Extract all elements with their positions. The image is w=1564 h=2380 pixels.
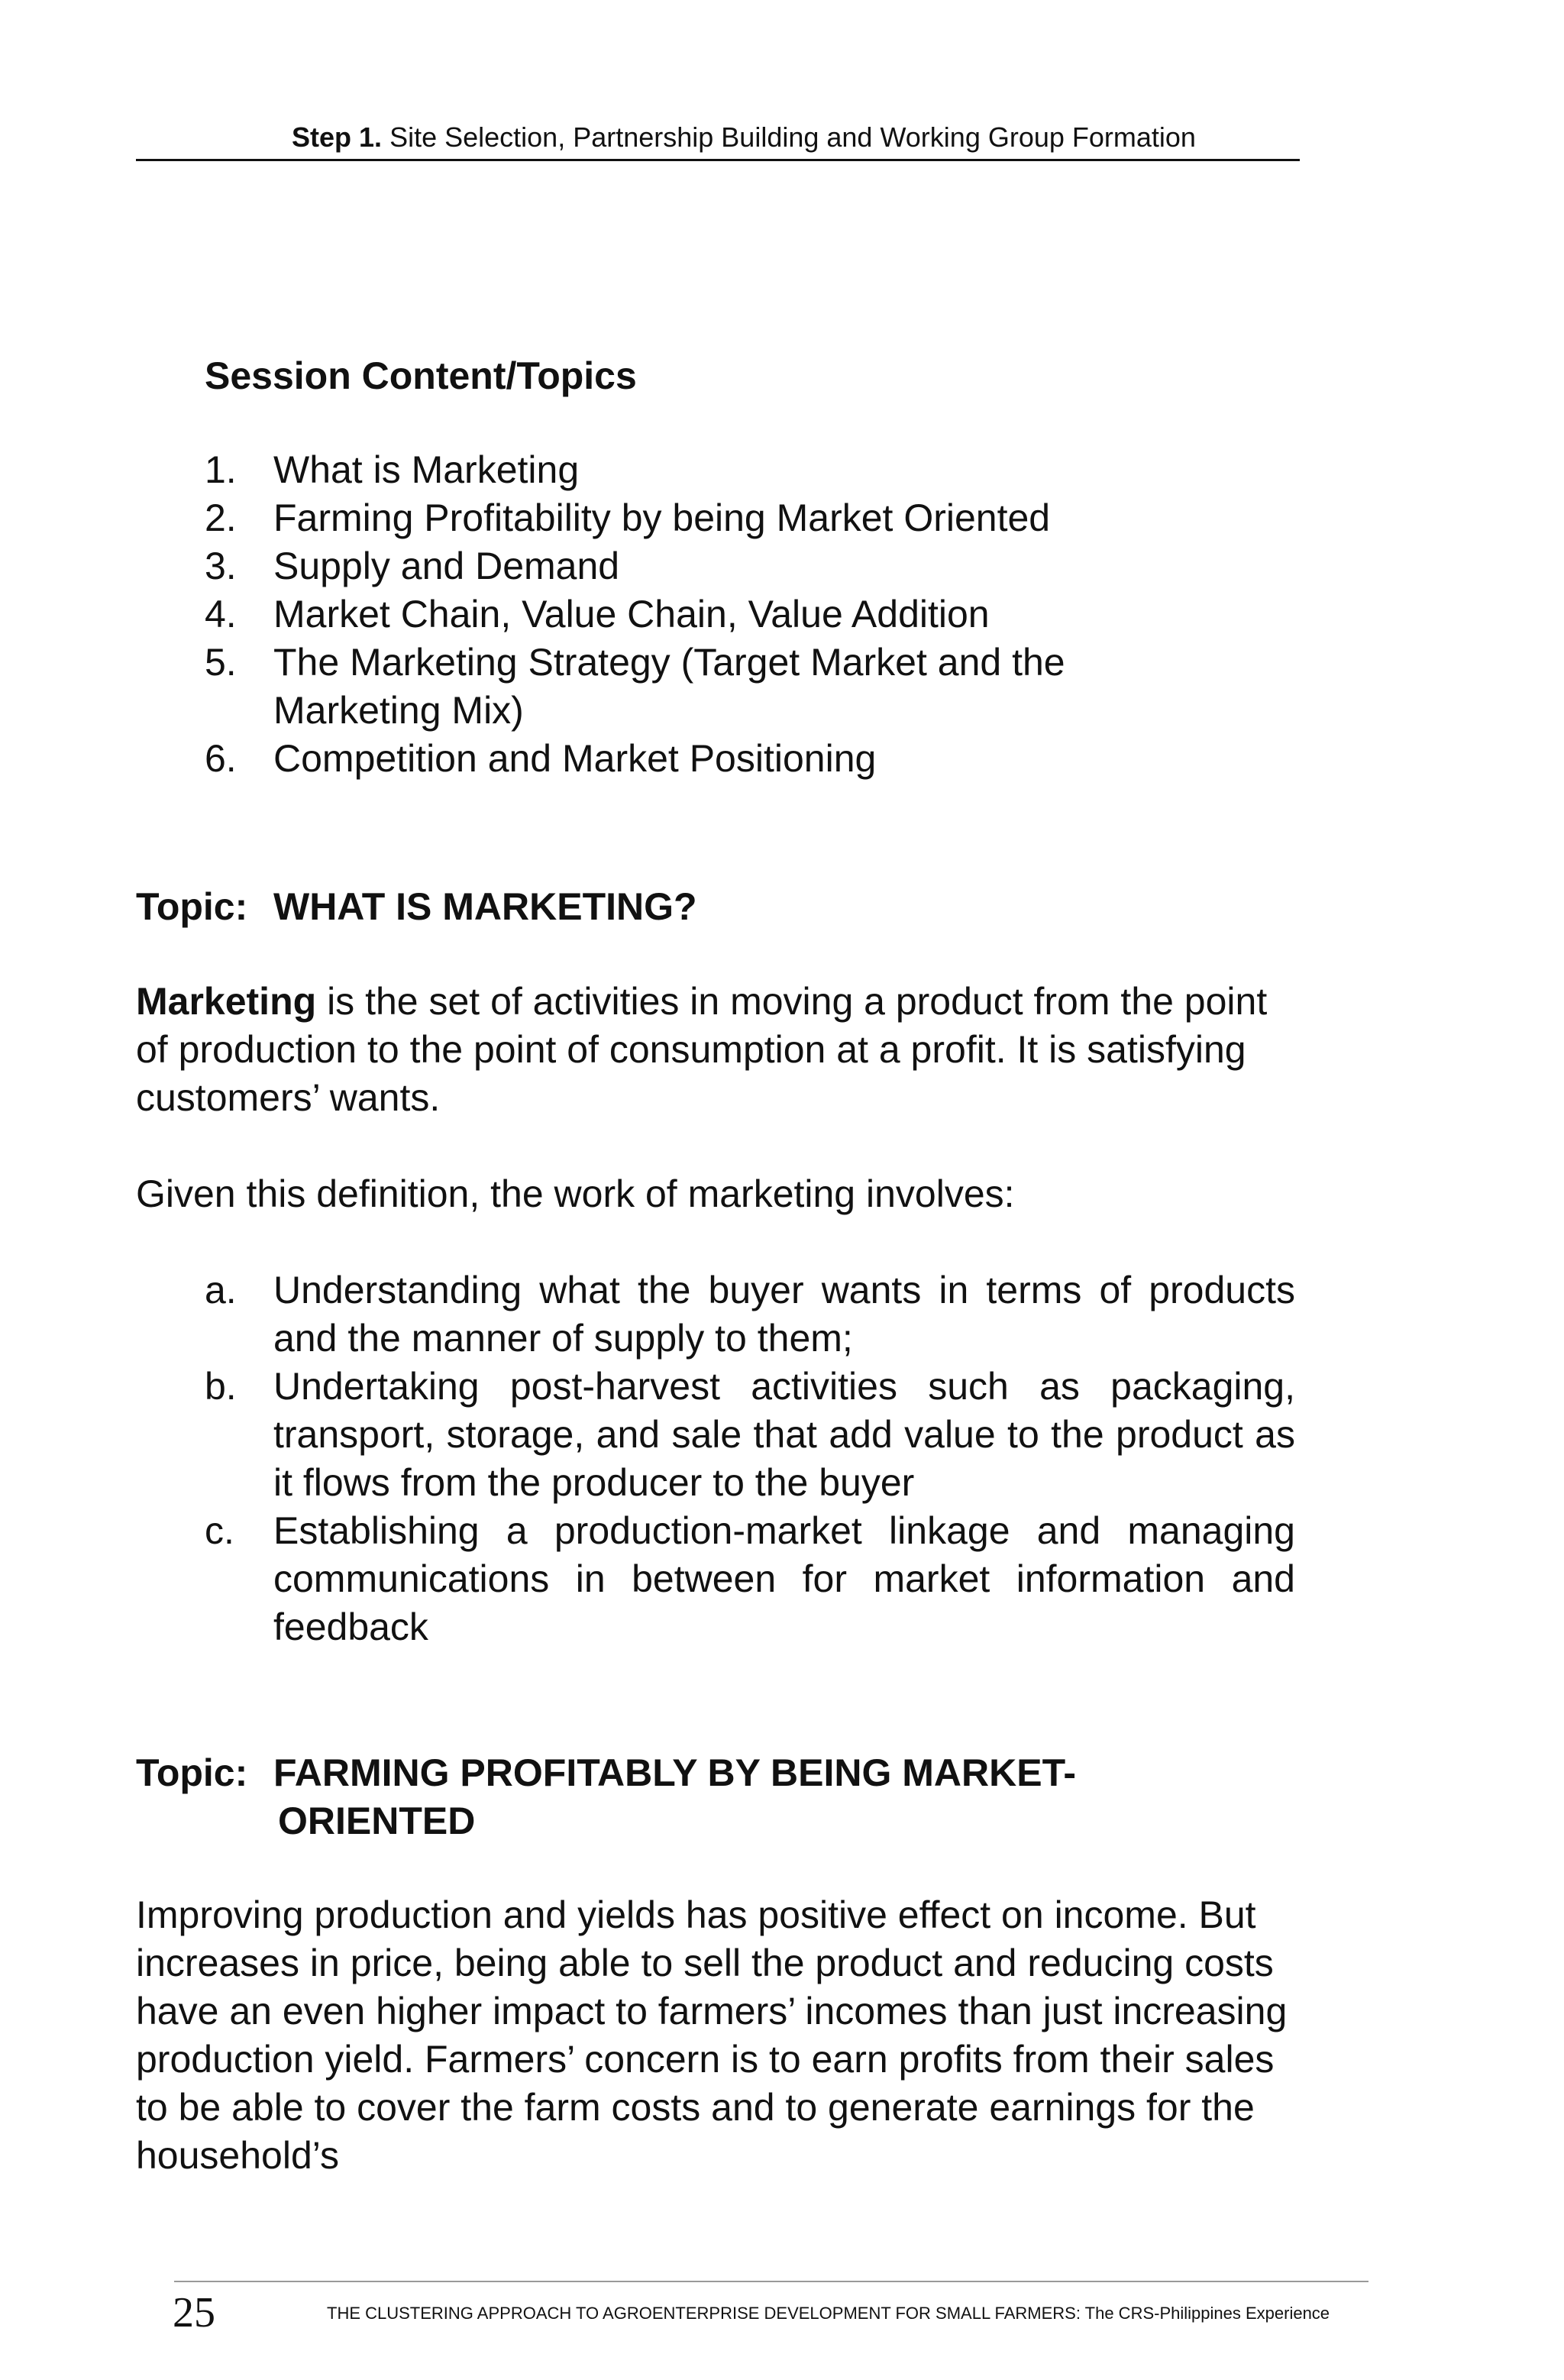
running-header [136,116,1300,161]
list-text: Understanding what the buyer wants in terms of products and the manner of supply to them; [273,1269,1295,1360]
page-number: 25 [173,2289,215,2336]
topic-title-line2: ORIENTED [278,1800,476,1842]
topic-heading-marketing [136,883,697,931]
list-text: What is Marketing [273,448,580,491]
list-letter: b. [205,1365,237,1408]
list-text: Market Chain, Value Chain, Value Addition [273,593,990,635]
marketing-definition [136,978,1297,1122]
list-text: Undertaking post-harvest activities such as packaging, transport, storage, and sale that add value to the product as it flows from the producer to the buyer [273,1365,1295,1504]
list-letter: a. [205,1269,237,1311]
marketing-work-list [205,1266,1295,1651]
list-item [205,1507,1295,1651]
topic-title: WHAT IS MARKETING? [273,885,697,928]
marketing-intro: Given this definition, the work of marketing involves: [136,1172,1015,1215]
session-topics-list [205,446,1182,783]
topic-label: Topic: [136,885,248,928]
list-number: 5. [205,641,237,684]
list-item [205,639,1182,735]
topic-label: Topic: [136,1751,248,1794]
footer-rule [174,2281,1368,2282]
book-title: THE CLUSTERING APPROACH TO AGROENTERPRISE DEVELOPMENT FOR SMALL FARMERS: The CRS-Philippines Experience [327,2304,1330,2323]
definition-term: Marketing [136,980,317,1023]
list-text: Establishing a production-market linkage and managing communications in between for market information and feedback [273,1509,1295,1648]
list-item [205,494,1182,542]
step-title: Site Selection, Partnership Building and Working Group Formation [389,121,1196,153]
list-number: 6. [205,737,237,780]
list-text: The Marketing Strategy (Target Market and the Marketing Mix) [273,641,1065,732]
list-item [205,735,1182,783]
list-number: 1. [205,448,237,491]
list-text: Competition and Market Positioning [273,737,877,780]
step-label: Step 1. [292,121,383,153]
list-text: Farming Profitability by being Market Oriented [273,496,1051,539]
list-item [205,1363,1295,1507]
list-item [205,1266,1295,1363]
topic-title-line1: FARMING PROFITABLY BY BEING MARKET- [273,1751,1077,1794]
list-number: 3. [205,545,237,587]
list-item [205,590,1182,639]
list-letter: c. [205,1509,234,1552]
definition-text: is the set of activities in moving a product from the point of production to the point of consumption at a profit. It is satisfying customers’ wants. [136,980,1268,1119]
list-item [205,446,1182,494]
list-item [205,542,1182,590]
farming-profitably-body: Improving production and yields has positive effect on income. But increases in price, being able to sell the product and reducing costs have an even higher impact to farmers’ incomes than just increasing production yield. Farmers’ concern is to earn profits from their sales to be able to cover the farm costs and to generate earnings for the household’s [136,1893,1288,2177]
session-content-title: Session Content/Topics [205,354,637,397]
list-number: 4. [205,593,237,635]
list-number: 2. [205,496,237,539]
list-text: Supply and Demand [273,545,620,587]
topic-heading-farming-profitably [136,1749,1076,1845]
